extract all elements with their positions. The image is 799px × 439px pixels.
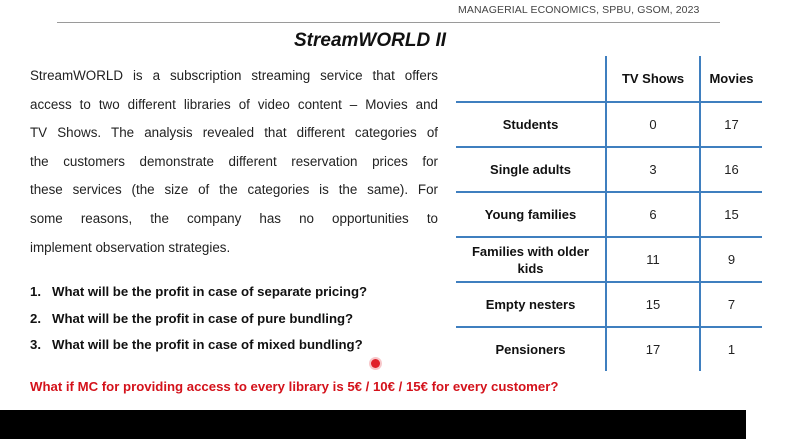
tv-shows-cell: 17 bbox=[606, 327, 700, 371]
table-row bbox=[456, 327, 762, 371]
movies-cell: 1 bbox=[700, 327, 762, 371]
paragraph-line: some reasons, the company has no opportunities to bbox=[30, 210, 438, 226]
movies-cell: 7 bbox=[700, 282, 762, 327]
tv-shows-cell: 15 bbox=[606, 282, 700, 327]
question-number: 3. bbox=[30, 337, 41, 352]
paragraph-line: StreamWORLD is a subscription streaming service that offers bbox=[30, 68, 438, 83]
question-item bbox=[30, 337, 450, 364]
question-item bbox=[30, 284, 450, 311]
table-header-row bbox=[456, 56, 762, 102]
movies-cell: 16 bbox=[700, 147, 762, 192]
paragraph-line: these services (the size of the categories is the same). For bbox=[30, 182, 438, 198]
paragraph-line: implement observation strategies. bbox=[30, 239, 231, 255]
question-item bbox=[30, 311, 450, 338]
movies-cell: 9 bbox=[700, 237, 762, 282]
tv-shows-cell: 6 bbox=[606, 192, 700, 237]
tv-shows-header: TV Shows bbox=[606, 56, 700, 102]
tv-shows-cell: 11 bbox=[606, 237, 700, 282]
category-cell: Single adults bbox=[456, 147, 606, 192]
reservation-price-table bbox=[456, 56, 762, 371]
bottom-right-strip bbox=[746, 410, 799, 439]
table-row bbox=[456, 237, 762, 282]
tv-shows-cell: 0 bbox=[606, 102, 700, 147]
paragraph-line: the customers demonstrate different reservation prices for bbox=[30, 153, 438, 169]
category-cell: Students bbox=[456, 102, 606, 147]
mc-question: What if MC for providing access to every library is 5€ / 10€ / 15€ for every customer? bbox=[30, 379, 559, 394]
movies-cell: 15 bbox=[700, 192, 762, 237]
table-row bbox=[456, 147, 762, 192]
question-text: What will be the profit in case of pure bundling? bbox=[52, 310, 354, 326]
category-cell: Families with older kids bbox=[456, 237, 606, 282]
table-row bbox=[456, 282, 762, 327]
question-number: 2. bbox=[30, 310, 41, 326]
movies-cell: 17 bbox=[700, 102, 762, 147]
pointer-cursor-icon bbox=[371, 359, 380, 368]
paragraph-line: TV Shows. The analysis revealed that different categories of bbox=[30, 125, 438, 141]
movies-header: Movies bbox=[700, 56, 762, 102]
description-paragraph bbox=[30, 62, 438, 262]
question-number: 1. bbox=[30, 284, 41, 299]
slide-title: StreamWORLD II bbox=[293, 30, 447, 51]
bottom-black-bar bbox=[0, 410, 746, 439]
category-cell: Empty nesters bbox=[456, 282, 606, 327]
header-divider bbox=[57, 22, 720, 23]
course-header: MANAGERIAL ECONOMICS, SPBU, GSOM, 2023 bbox=[458, 4, 700, 16]
table-row bbox=[456, 192, 762, 237]
category-cell: Young families bbox=[456, 192, 606, 237]
table-row bbox=[456, 102, 762, 147]
question-text: What will be the profit in case of mixed bundling? bbox=[52, 337, 363, 352]
question-text: What will be the profit in case of separate pricing? bbox=[52, 284, 368, 299]
tv-shows-cell: 3 bbox=[606, 147, 700, 192]
category-cell: Pensioners bbox=[495, 342, 566, 357]
question-list bbox=[30, 284, 450, 364]
category-header bbox=[456, 56, 606, 102]
paragraph-line: access to two different libraries of video content – Movies and bbox=[30, 96, 438, 112]
